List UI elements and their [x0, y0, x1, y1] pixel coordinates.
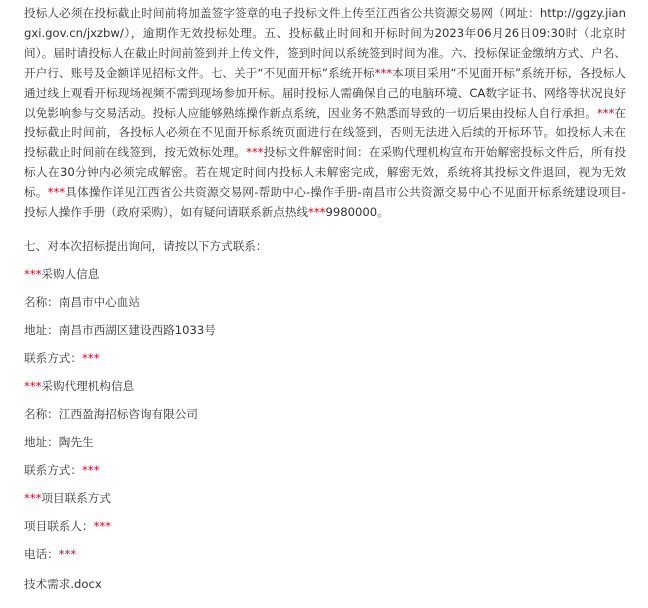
masked-text: ***	[24, 491, 42, 505]
masked-text: ***	[93, 519, 111, 533]
masked-text: ***	[246, 145, 264, 160]
purchaser-contact	[24, 349, 99, 367]
masked-text: ***	[596, 105, 615, 120]
agency-contact	[24, 461, 99, 479]
masked-text: ***	[81, 351, 100, 365]
field-label: 地址：	[24, 435, 59, 449]
section-title: 项目联系方式	[41, 491, 111, 505]
field-value: 南昌市西湖区建设西路1033号	[58, 323, 216, 337]
field-label: 名称：	[24, 407, 59, 421]
paragraph-text: 本项目采用“不见面开标”系统开标，各投标人通过线上观看开标现场视频不需到现场参加开标。届时投标人需确保自己的电脑环境、CA数字证书、网络等状况良好以免影响参与交易活动。投标人应能够熟练操作新点系统，因业务不熟悉而导致的一切后果由投标人自行承担。	[24, 65, 627, 120]
section-title: 采购人信息	[41, 267, 100, 281]
purchaser-address	[24, 321, 216, 339]
field-value: 陶先生	[58, 435, 94, 449]
paragraph-text: 投标文件解密时间：在采购代理机构宣布开始解密投标文件后，所有投标人在30分钟内必须完成解密。若在规定时间内投标人未解密完成，解密无效，系统将其投标文件退回，视为无效标。	[24, 145, 626, 200]
field-label: 联系方式：	[24, 351, 82, 365]
contact-heading: 七、对本次招标提出询问，请按以下方式联系：	[24, 239, 268, 253]
field-value: 江西盈海招标咨询有限公司	[58, 407, 198, 421]
notice-paragraph	[24, 4, 626, 223]
purchaser-heading	[24, 265, 99, 283]
field-value: 南昌市中心血站	[58, 295, 140, 309]
masked-text: ***	[58, 547, 77, 561]
masked-text: ***	[47, 185, 66, 200]
field-label: 名称：	[24, 295, 59, 309]
section-title: 采购代理机构信息	[41, 379, 135, 393]
paragraph-text: 9980000。	[325, 205, 389, 220]
field-label: 项目联系人：	[24, 519, 94, 533]
field-label: 电话：	[24, 547, 59, 561]
masked-text: ***	[24, 267, 42, 281]
project-contact-heading	[24, 489, 111, 507]
purchaser-name	[24, 293, 140, 311]
project-contact-person	[24, 517, 111, 535]
project-contact-phone	[24, 545, 76, 563]
masked-text: ***	[24, 379, 42, 393]
agency-name	[24, 405, 198, 423]
masked-text: ***	[81, 463, 100, 477]
paragraph-text: 具体操作详见江西省公共资源交易网-帮助中心-操作手册-南昌市公共资源交易中心不见面开标系统建设项目-投标人操作手册（政府采购），如有疑问请联系新点热线	[24, 185, 626, 220]
paragraph-text: 投标人必须在投标截止时间前将加盖签字签章的电子投标文件上传至江西省公共资源交易网（网址：http://ggzy.jiangxi.gov.cn/jxzbw/），逾期作无效投标处理。五、投标截止时间和开标时间为2023年06月26日09:30时（北京时间）。届时请投标人在截止时间前签到并上传文件，签到时间以系统签到时间为准。六、投标保证金缴纳方式、户名、开户行、账号及金额详见招标文件。七、关于“不见面开标”系统开标	[24, 6, 626, 80]
paragraph-text: 在投标截止时间前，各投标人必须在不见面开标系统页面进行在线签到，否则无法进入后续的开标环节。如投标人未在投标截止时间前在线签到，按无效标处理。	[24, 105, 626, 160]
masked-text: ***	[374, 65, 393, 80]
masked-text: ***	[308, 205, 326, 220]
field-label: 联系方式：	[24, 463, 82, 477]
agency-heading	[24, 377, 134, 395]
agency-address	[24, 433, 94, 451]
field-label: 地址：	[24, 323, 59, 337]
attachment-link[interactable]: 技术需求.docx	[24, 577, 102, 591]
